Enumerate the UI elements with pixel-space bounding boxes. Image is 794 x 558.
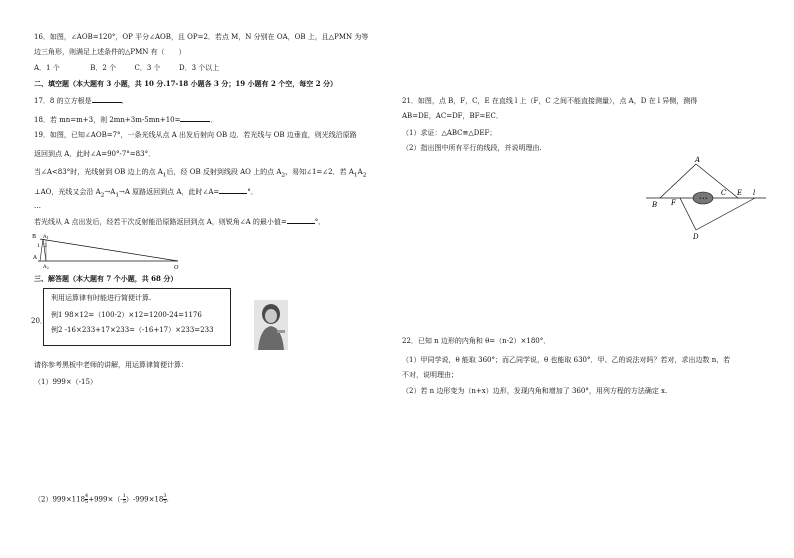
q21-part2: （2）指出图中所有平行的线段，并说明理由.: [402, 144, 542, 152]
q21-line2: AB=DE，AC=DF，BF=EC．: [402, 112, 503, 120]
q16-choice-a: A．1 个: [34, 64, 60, 72]
q21-part1: （1）求证：△ABC≌△DEF；: [402, 129, 497, 137]
fig19-label-a2: $A_2$: [43, 264, 49, 270]
q20-box-title: 利用运算律有时能进行简便计算.: [51, 294, 152, 302]
q20-blackboard: [43, 288, 231, 346]
q22-line3: 不对，说明理由；: [402, 371, 458, 379]
fig21-label-d: D: [693, 233, 699, 241]
fig21-label-e: E: [737, 189, 743, 197]
q16-choice-d: D．3 个以上: [179, 64, 220, 72]
q18-blank: [180, 114, 210, 122]
q20-number: 20．: [31, 317, 47, 325]
q16-line2: 边三角形，则满足上述条件的△PMN 有（ ）: [34, 48, 186, 56]
q19-line2: 返回到点 A，此时∠A=90°-7°=83°．: [34, 150, 156, 158]
fig21-dots: •••: [699, 196, 708, 202]
fig19-angle-1: 1: [37, 244, 40, 249]
fig19-angle-2: 2: [44, 244, 47, 249]
q19-blank2: [287, 216, 315, 224]
fig19-label-a: A: [33, 255, 37, 261]
fig19-label-b: B: [32, 234, 37, 240]
q20-example2: 例2 -16×233+17×233=（-16+17）×233=233: [51, 326, 214, 334]
q16-choice-b: B．2 个: [90, 64, 117, 72]
q19-blank1: [219, 186, 247, 194]
q18: 18．若 mn=m+3，则 2mn+3m-5mn+10= ．: [34, 116, 218, 124]
q16-choice-c: C．3 个: [134, 64, 161, 72]
fig21-label-l: l: [753, 189, 756, 197]
fig19-label-o: O: [174, 265, 179, 271]
fig21-label-c: C: [721, 189, 727, 197]
q19-line5: 若光线从 A 点出发后，经若干次反射能沿原路返回到点 A，则锐角∠A 的最小值= °．: [34, 218, 326, 226]
q20-part2: （2）999×118 $\frac{4}{5}$ +999×（- $\frac{1}{5}$ ）-999×18 $\frac{3}{5}$ .: [34, 493, 169, 505]
q17-blank: [92, 95, 122, 103]
q19-line3: 当∠A<83°时，光线射到 OB 边上的点 $A_1$后，经 OB 反射到线段 AO 上的点 $A_2$，易知∠1=∠2．若 $A_1A_2$: [34, 168, 367, 179]
q20-part1: （1）999×（-15）: [34, 378, 97, 386]
q19-figure: [30, 228, 190, 272]
fig21-label-b: B: [652, 201, 658, 209]
q22-line1: 22．已知 n 边形的内角和 θ=（n-2）×180°．: [402, 337, 551, 345]
section3-heading: 三、解答题（本大题有 7 个小题，共 68 分）: [34, 274, 178, 283]
q20-prompt: 请你参考黑板中老师的讲解，用运算律简便计算：: [34, 361, 188, 369]
q19-dots: …: [34, 202, 41, 210]
q20-frac1: $\frac{4}{5}$: [85, 493, 89, 505]
q17-text: 17．8 的立方根是: [34, 97, 92, 105]
q22-line4: （2）若 n 边形变为（n+x）边形，发现内角和增加了 360°，用列方程的方法确定 x.: [402, 387, 668, 395]
q21-figure: [640, 152, 770, 242]
q16-line1: 16．如图，∠AOB=120°，OP 平分∠AOB，且 OP=2．若点 M，N 分别在 OA，OB 上，且△PMN 为等: [34, 33, 369, 41]
fig19-label-a1: $A_1$: [43, 234, 49, 240]
q17: 17．8 的立方根是 ．: [34, 97, 129, 105]
q20-frac3: $\frac{3}{5}$: [163, 493, 167, 505]
q16-choices: [34, 64, 219, 73]
fig21-label-f: F: [671, 199, 676, 207]
teacher-illustration: [254, 300, 288, 350]
q18-text: 18．若 mn=m+3，则 2mn+3m-5mn+10=: [34, 116, 181, 124]
fig21-label-a: A: [695, 156, 701, 164]
q20-example1: 例1 98×12=（100-2）×12=1200-24=1176: [51, 311, 202, 319]
q22-line2: （1）甲同学说，θ 能取 360°；而乙同学说，θ 也能取 630°．甲、乙的说法对吗？若对，求出边数 n，若: [402, 356, 731, 364]
q21-line1: 21．如图，点 B，F，C，E 在直线 l 上（F，C 之间不能直接测量），点 A，D 在 l 异侧，测得: [402, 97, 698, 105]
q19-line1: 19．如图，已知∠AOB=7°，一条光线从点 A 出发后射向 OB 边．若光线与 OB 边垂直，则光线沿原路: [34, 131, 357, 139]
q20-frac2: $\frac{1}{5}$: [122, 493, 126, 505]
section2-heading: 二、填空题（本大题有 3 小题，共 10 分.17-18 小题各 3 分；19 小题有 2 个空，每空 2 分）: [34, 79, 338, 88]
q19-line4: ⊥AO，光线又会沿 $A_2\to A_1\to A$ 原路返回到点 A，此时∠A= °．: [34, 188, 258, 199]
